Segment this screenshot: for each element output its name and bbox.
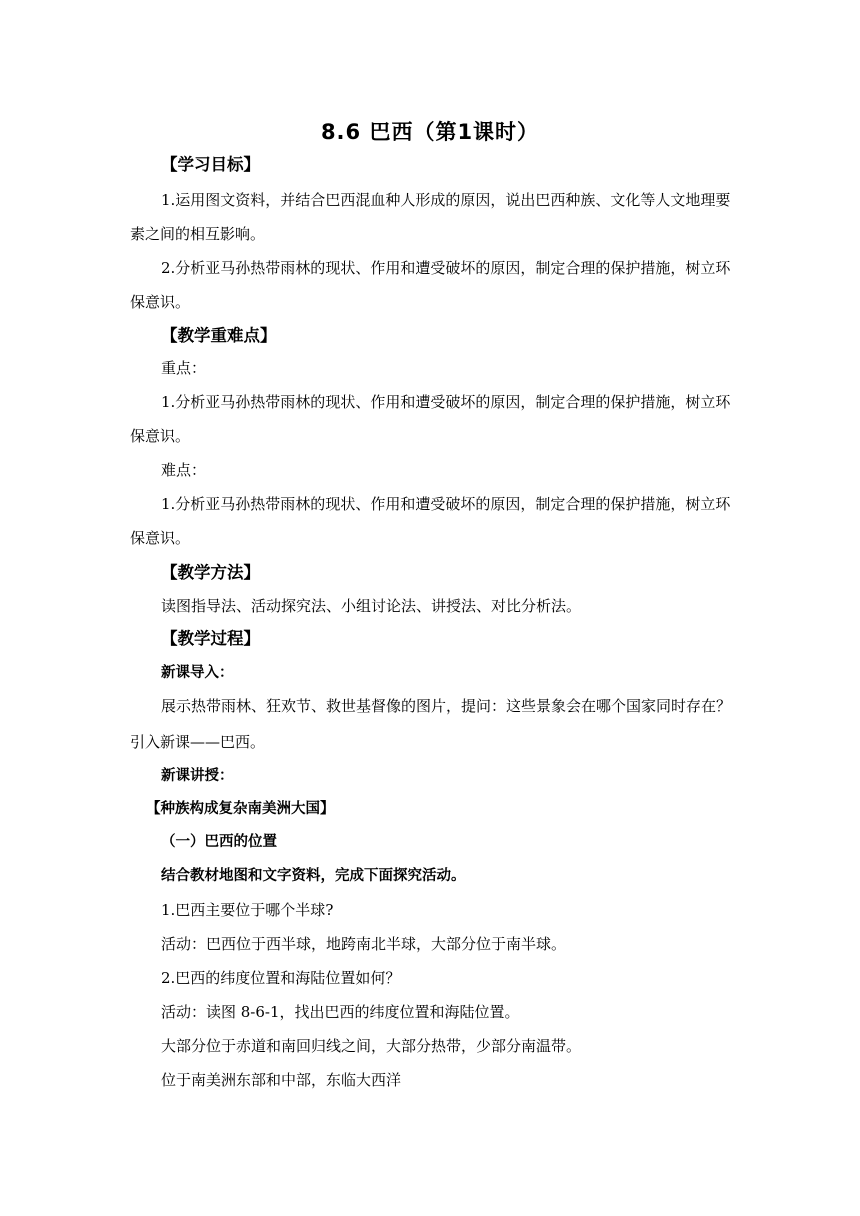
page-title: 8.6 巴西（第1课时） [320, 120, 540, 144]
methods-heading: 【教学方法】 [161, 563, 260, 582]
answer-1: 活动：巴西位于西半球，地跨南北半球，大部分位于南半球。 [161, 935, 567, 953]
answer-2: 活动：读图 8-6-1，找出巴西的纬度位置和海陆位置。 [161, 1003, 520, 1021]
question-1: 1.巴西主要位于哪个半球? [161, 901, 334, 919]
focus-line-1: 1.分析亚马孙热带雨林的现状、作用和遭受破坏的原因，制定合理的保护措施，树立环 [161, 393, 731, 411]
objective-2-line-2: 保意识。 [130, 293, 191, 311]
subsection-heading: （一）巴西的位置 [161, 834, 277, 850]
objectives-heading: 【学习目标】 [161, 155, 260, 174]
question-2: 2.巴西的纬度位置和海陆位置如何？ [161, 969, 401, 987]
focus-label: 重点： [161, 359, 207, 377]
intro-label: 新课导入： [161, 665, 234, 681]
objective-1-line-1: 1.运用图文资料，并结合巴西混血种人形成的原因，说出巴西种族、文化等人文地理要 [161, 191, 731, 209]
intro-line-1: 展示热带雨林、狂欢节、救世基督像的图片，提问：这些景象会在哪个国家同时存在？ [161, 697, 732, 715]
topic-heading: 【种族构成复杂南美洲大国】 [146, 801, 335, 817]
answer-2-latitude: 大部分位于赤道和南回归线之间，大部分热带，少部分南温带。 [161, 1037, 582, 1055]
methods-text: 读图指导法、活动探究法、小组讨论法、讲授法、对比分析法。 [161, 597, 582, 615]
intro-line-2: 引入新课——巴西。 [130, 733, 266, 751]
lecture-label: 新课讲授： [161, 768, 234, 784]
process-heading: 【教学过程】 [161, 629, 260, 648]
objective-1-line-2: 素之间的相互影响。 [130, 225, 266, 243]
objective-2-line-1: 2.分析亚马孙热带雨林的现状、作用和遭受破坏的原因，制定合理的保护措施，树立环 [161, 259, 731, 277]
difficulty-label: 难点： [161, 461, 207, 479]
instruction-text: 结合教材地图和文字资料，完成下面探究活动。 [161, 868, 466, 884]
focus-line-2: 保意识。 [130, 427, 191, 445]
key-points-heading: 【教学重难点】 [161, 326, 277, 345]
difficulty-line-2: 保意识。 [130, 529, 191, 547]
answer-2-sea-land: 位于南美洲东部和中部，东临大西洋 [161, 1071, 402, 1089]
difficulty-line-1: 1.分析亚马孙热带雨林的现状、作用和遭受破坏的原因，制定合理的保护措施，树立环 [161, 495, 731, 513]
